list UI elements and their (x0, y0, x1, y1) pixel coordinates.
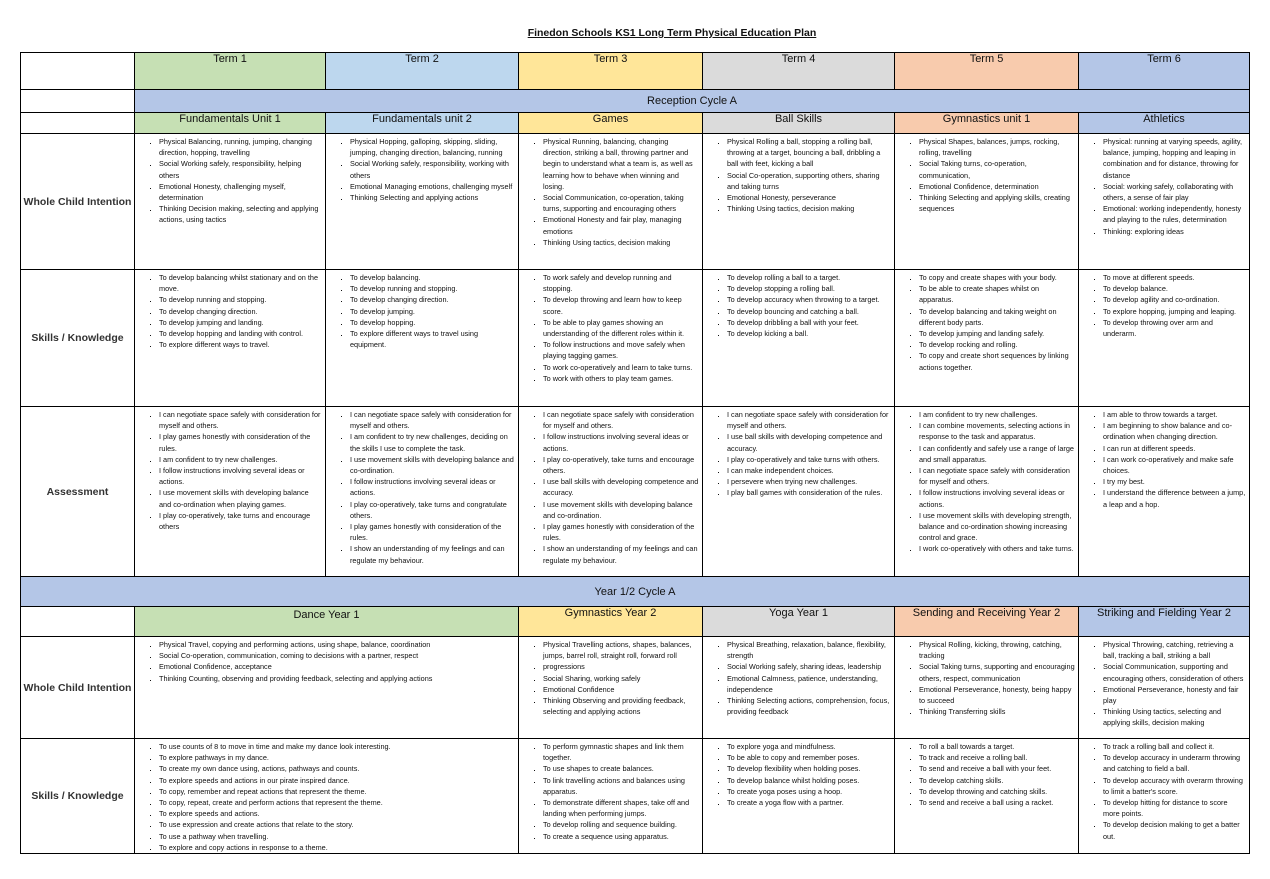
list-item: ▪ To explore different ways to travel using equipment. (350, 328, 515, 350)
list-item: ▪ Physical Throwing, catching, retrieving a ball, tracking a ball, striking a ball (1103, 639, 1246, 661)
list-item: ▪ To develop hopping. (350, 317, 515, 328)
plan-cell (895, 407, 1079, 577)
unit-header: Yoga Year 1 (703, 607, 895, 637)
list-item: ▪ I use ball skills with developing competence and accuracy. (543, 476, 699, 498)
list-item: ▪ Thinking Using tactics, decision making (727, 203, 891, 214)
list-item: ▪ I can run at different speeds. (1103, 443, 1246, 454)
unit-header: Fundamentals unit 2 (326, 113, 519, 134)
plan-cell (895, 134, 1079, 270)
bullet-list (1079, 270, 1249, 339)
list-item: ▪ To develop balance whilst holding poses. (727, 775, 891, 786)
list-item: ▪ To develop accuracy with overarm throwing to limit a batter's score. (1103, 775, 1246, 797)
unit-header: Fundamentals Unit 1 (135, 113, 326, 134)
list-item: ▪ To use expression and create actions that relate to the story. (159, 819, 515, 830)
bullet-list (326, 134, 518, 203)
list-item: ▪ I use movement skills with developing balance and co-ordination. (543, 499, 699, 521)
plan-cell (895, 637, 1079, 739)
bullet-list (1079, 134, 1249, 237)
list-item: ▪ To copy, repeat, create and perform actions that represent the theme. (159, 797, 515, 808)
list-item: ▪ To send and receive a ball using a racket. (919, 797, 1075, 808)
plan-cell (1079, 270, 1250, 407)
list-item: ▪ I play games honestly with consideration of the rules. (543, 521, 699, 543)
plan-cell (703, 134, 895, 270)
unit-header: Athletics (1079, 113, 1250, 134)
list-item: ▪ To create my own dance using, actions, pathways and counts. (159, 763, 515, 774)
plan-cell (135, 407, 326, 577)
list-item: ▪ Thinking Using tactics, decision making (543, 237, 699, 248)
list-item: ▪ To develop decision making to get a batter out. (1103, 819, 1246, 841)
list-item: ▪ I follow instructions involving several ideas or actions. (159, 465, 322, 487)
list-item: ▪ I use movement skills with developing balance and co-ordination when playing games. (159, 487, 322, 509)
bullet-list (135, 739, 518, 853)
list-item: ▪ To develop balance. (1103, 283, 1246, 294)
bullet-list (135, 134, 325, 226)
bullet-list (135, 270, 325, 350)
list-item: ▪ Thinking Selecting and applying actions (350, 192, 515, 203)
unit-header: Gymnastics unit 1 (895, 113, 1079, 134)
term-header: Term 3 (519, 53, 703, 90)
list-item: ▪ To copy and create short sequences by linking actions together. (919, 350, 1075, 372)
list-item: ▪ I use ball skills with developing competence and accuracy. (727, 431, 891, 453)
list-item: ▪ Social Co-operation, communication, coming to decisions with a partner, respect (159, 650, 515, 661)
unit-header: Sending and Receiving Year 2 (895, 607, 1079, 637)
row-label: Whole Child Intention (21, 134, 135, 270)
list-item: ▪ To develop rolling and sequence building. (543, 819, 699, 830)
list-item: ▪ To develop hitting for distance to score more points. (1103, 797, 1246, 819)
bullet-list (1079, 637, 1249, 729)
plan-cell (895, 739, 1079, 854)
list-item: ▪ To explore speeds and actions. (159, 808, 515, 819)
list-item: ▪ Social Working safely, responsibility, working with others (350, 158, 515, 180)
list-item: ▪ To develop jumping and landing safely. (919, 328, 1075, 339)
bullet-list (895, 739, 1078, 808)
list-item: ▪ To develop changing direction. (350, 294, 515, 305)
list-item: ▪ I play games honestly with consideration of the rules. (350, 521, 515, 543)
term-header: Term 6 (1079, 53, 1250, 90)
list-item: ▪ To explore and copy actions in response to a theme. (159, 842, 515, 853)
list-item: ▪ To create a sequence using apparatus. (543, 831, 699, 842)
list-item: ▪ Thinking Selecting and applying skills, creating sequences (919, 192, 1075, 214)
pe-plan-table (20, 52, 1250, 854)
list-item: ▪ I use movement skills with developing balance and co-ordination. (350, 454, 515, 476)
list-item: ▪ Physical Travelling actions, shapes, balances, jumps, barrel roll, straight roll, forward roll (543, 639, 699, 661)
list-item: ▪ To develop balancing and taking weight on different body parts. (919, 306, 1075, 328)
plan-cell (135, 637, 519, 739)
unit-header: Striking and Fielding Year 2 (1079, 607, 1250, 637)
list-item: ▪ Emotional Confidence, determination (919, 181, 1075, 192)
bullet-list (519, 739, 702, 842)
bullet-list (703, 134, 894, 214)
list-item: ▪ To develop running and stopping. (350, 283, 515, 294)
list-item: ▪ Emotional Honesty and fair play, managing emotions (543, 214, 699, 236)
list-item: ▪ To develop flexibility when holding poses. (727, 763, 891, 774)
plan-cell (703, 407, 895, 577)
list-item: ▪ To explore hopping, jumping and leaping. (1103, 306, 1246, 317)
list-item: ▪ Emotional Honesty, perseverance (727, 192, 891, 203)
row-label: Whole Child Intention (21, 637, 135, 739)
list-item: ▪ Emotional Perseverance, honesty and fair play (1103, 684, 1246, 706)
list-item: ▪ I try my best. (1103, 476, 1246, 487)
plan-cell (1079, 739, 1250, 854)
plan-cell (703, 637, 895, 739)
list-item: ▪ To develop dribbling a ball with your feet. (727, 317, 891, 328)
year12-unit-row (21, 607, 1250, 637)
list-item: ▪ I play co-operatively and take turns with others. (727, 454, 891, 465)
plan-cell (135, 739, 519, 854)
list-item: ▪ To follow instructions and move safely when playing tagging games. (543, 339, 699, 361)
list-item: ▪ I use movement skills with developing strength, balance and co-ordination showing increasing control and grace. (919, 510, 1075, 544)
list-item: ▪ I am confident to try new challenges. (159, 454, 322, 465)
plan-cell (1079, 134, 1250, 270)
list-item: ▪ To develop stopping a rolling ball. (727, 283, 891, 294)
list-item: ▪ To use a pathway when travelling. (159, 831, 515, 842)
list-item: ▪ I follow instructions involving several ideas or actions. (543, 431, 699, 453)
list-item: ▪ To develop balancing. (350, 272, 515, 283)
unit-header: Dance Year 1 (135, 607, 519, 637)
bullet-list (326, 407, 518, 566)
list-item: ▪ To perform gymnastic shapes and link them together. (543, 741, 699, 763)
list-item: ▪ To use counts of 8 to move in time and make my dance look interesting. (159, 741, 515, 752)
list-item: ▪ Thinking Selecting actions, comprehension, focus, providing feedback (727, 695, 891, 717)
bullet-list (1079, 739, 1249, 842)
plan-cell (326, 407, 519, 577)
list-item: ▪ Emotional: working independently, honesty and playing to the rules, determination (1103, 203, 1246, 225)
list-item: ▪ Emotional Perseverance, honesty, being happy to succeed (919, 684, 1075, 706)
page-title: Finedon Schools KS1 Long Term Physical Education Plan (527, 27, 817, 39)
year12-cycle-row (21, 577, 1250, 607)
list-item: ▪ To develop throwing over arm and underarm. (1103, 317, 1246, 339)
list-item: ▪ To develop accuracy in underarm throwing and catching to field a ball. (1103, 752, 1246, 774)
bullet-list (519, 270, 702, 384)
list-item: ▪ Thinking Transferring skills (919, 706, 1075, 717)
list-item: ▪ To link travelling actions and balances using apparatus. (543, 775, 699, 797)
list-item: ▪ I can combine movements, selecting actions in response to the task and apparatus. (919, 420, 1075, 442)
row-label: Skills / Knowledge (21, 739, 135, 854)
list-item: ▪ To develop kicking a ball. (727, 328, 891, 339)
plan-cell (326, 134, 519, 270)
list-item: ▪ I play co-operatively, take turns and encourage others (159, 510, 322, 532)
list-item: ▪ To explore speeds and actions in our pirate inspired dance. (159, 775, 515, 786)
year12-whole-child-row (21, 637, 1250, 739)
term-header: Term 2 (326, 53, 519, 90)
list-item: ▪ I follow instructions involving several ideas or actions. (919, 487, 1075, 509)
list-item: ▪ To explore different ways to travel. (159, 339, 322, 350)
list-item: ▪ I am confident to try new challenges. (919, 409, 1075, 420)
bullet-list (703, 637, 894, 717)
bullet-list (326, 270, 518, 350)
corner-cell (21, 53, 135, 90)
term-header: Term 5 (895, 53, 1079, 90)
list-item: ▪ I understand the difference between a jump, a leap and a hop. (1103, 487, 1246, 509)
list-item: ▪ Thinking Decision making, selecting and applying actions, using tactics (159, 203, 322, 225)
bullet-list (519, 134, 702, 248)
list-item: ▪ Emotional Calmness, patience, understanding, independence (727, 673, 891, 695)
list-item: ▪ To develop rocking and rolling. (919, 339, 1075, 350)
bullet-list (895, 407, 1078, 555)
bullet-list (703, 270, 894, 339)
bullet-list (703, 739, 894, 808)
list-item: ▪ Physical Hopping, galloping, skipping, sliding, jumping, changing direction, balancing, running (350, 136, 515, 158)
list-item: ▪ I can negotiate space safely with consideration for myself and others. (159, 409, 322, 431)
plan-cell (1079, 407, 1250, 577)
list-item: ▪ To develop balancing whilst stationary and on the move. (159, 272, 322, 294)
list-item: ▪ Social Taking turns, co-operation, communication, (919, 158, 1075, 180)
list-item: ▪ Physical Breathing, relaxation, balance, flexibility, strength (727, 639, 891, 661)
list-item: ▪ To be able to play games showing an understanding of the different roles within it. (543, 317, 699, 339)
list-item: ▪ To roll a ball towards a target. (919, 741, 1075, 752)
list-item: ▪ Emotional Confidence, acceptance (159, 661, 515, 672)
list-item: ▪ I can negotiate space safely with consideration for myself and others. (543, 409, 699, 431)
blank-cell (21, 113, 135, 134)
list-item: ▪ Thinking Counting, observing and providing feedback, selecting and applying actions (159, 673, 515, 684)
list-item: ▪ To develop agility and co-ordination. (1103, 294, 1246, 305)
list-item: ▪ To demonstrate different shapes, take off and landing when performing jumps. (543, 797, 699, 819)
list-item: ▪ Physical Running, balancing, changing direction, striking a ball, throwing partner and begin to understand what a team is, as well as learning how to behave when winning and losing. (543, 136, 699, 192)
list-item: ▪ I can negotiate space safely with consideration for myself and others. (919, 465, 1075, 487)
list-item: ▪ To develop catching skills. (919, 775, 1075, 786)
list-item: ▪ To use shapes to create balances. (543, 763, 699, 774)
term-header: Term 1 (135, 53, 326, 90)
bullet-list (703, 407, 894, 499)
list-item: ▪ Social Communication, co-operation, taking turns, supporting and encouraging others (543, 192, 699, 214)
list-item: ▪ To copy, remember and repeat actions that represent the theme. (159, 786, 515, 797)
list-item: ▪ Thinking Observing and providing feedback, selecting and applying actions (543, 695, 699, 717)
plan-cell (519, 270, 703, 407)
plan-cell (703, 270, 895, 407)
reception-whole-child-row (21, 134, 1250, 270)
list-item: ▪ To explore pathways in my dance. (159, 752, 515, 763)
list-item: ▪ To develop throwing and catching skills. (919, 786, 1075, 797)
plan-cell (135, 134, 326, 270)
bullet-list (135, 407, 325, 532)
list-item: ▪ Thinking: exploring ideas (1103, 226, 1246, 237)
list-item: ▪ I am able to throw towards a target. (1103, 409, 1246, 420)
plan-cell (519, 739, 703, 854)
list-item: ▪ To work co-operatively and learn to take turns. (543, 362, 699, 373)
list-item: ▪ To develop accuracy when throwing to a target. (727, 294, 891, 305)
list-item: ▪ To explore yoga and mindfulness. (727, 741, 891, 752)
plan-cell (519, 407, 703, 577)
list-item: ▪ To be able to copy and remember poses. (727, 752, 891, 763)
list-item: ▪ To develop bouncing and catching a ball. (727, 306, 891, 317)
row-label: Skills / Knowledge (21, 270, 135, 407)
reception-unit-row (21, 113, 1250, 134)
list-item: ▪ I work co-operatively with others and take turns. (919, 543, 1075, 554)
list-item: ▪ To create yoga poses using a hoop. (727, 786, 891, 797)
cycle-label: Reception Cycle A (135, 90, 1250, 113)
bullet-list (135, 637, 518, 684)
list-item: ▪ To be able to create shapes whilst on apparatus. (919, 283, 1075, 305)
list-item: ▪ To develop rolling a ball to a target. (727, 272, 891, 283)
list-item: ▪ I can make independent choices. (727, 465, 891, 476)
bullet-list (895, 270, 1078, 373)
list-item: ▪ I play games honestly with consideration of the rules. (159, 431, 322, 453)
list-item: ▪ Physical Rolling a ball, stopping a rolling ball, throwing at a target, bouncing a ball, dribbling a ball with feet, kicking a ball (727, 136, 891, 170)
list-item: ▪ Physical Balancing, running, jumping, changing direction, hopping, travelling (159, 136, 322, 158)
list-item: ▪ I play co-operatively, take turns and encourage others. (543, 454, 699, 476)
plan-cell (326, 270, 519, 407)
blank-cell (21, 607, 135, 637)
list-item: ▪ Physical: running at varying speeds, agility, balance, jumping, hopping and leaping in combination and for distance, throwing for distance (1103, 136, 1246, 181)
unit-header: Ball Skills (703, 113, 895, 134)
bullet-list (895, 637, 1078, 717)
plan-cell (519, 637, 703, 739)
list-item: ▪ I play ball games with consideration of the rules. (727, 487, 891, 498)
list-item: ▪ I persevere when trying new challenges. (727, 476, 891, 487)
list-item: ▪ To move at different speeds. (1103, 272, 1246, 283)
reception-skills-row (21, 270, 1250, 407)
plan-cell (1079, 637, 1250, 739)
list-item: ▪ Social Taking turns, supporting and encouraging others, respect, communication (919, 661, 1075, 683)
list-item: ▪ Social Sharing, working safely (543, 673, 699, 684)
list-item: ▪ To track a rolling ball and collect it. (1103, 741, 1246, 752)
list-item: ▪ Social Working safely, sharing ideas, leadership (727, 661, 891, 672)
list-item: ▪ I play co-operatively, take turns and congratulate others. (350, 499, 515, 521)
list-item: ▪ To work with others to play team games. (543, 373, 699, 384)
term-header: Term 4 (703, 53, 895, 90)
list-item: ▪ Social Co-operation, supporting others, sharing and taking turns (727, 170, 891, 192)
list-item: ▪ To send and receive a ball with your feet. (919, 763, 1075, 774)
list-item: ▪ I am confident to try new challenges, deciding on the skills I use to complete the task. (350, 431, 515, 453)
list-item: ▪ I can negotiate space safely with consideration for myself and others. (727, 409, 891, 431)
list-item: ▪ Social: working safely, collaborating with others, a sense of fair play (1103, 181, 1246, 203)
list-item: ▪ To develop throwing and learn how to keep score. (543, 294, 699, 316)
plan-cell (703, 739, 895, 854)
list-item: ▪ To create a yoga flow with a partner. (727, 797, 891, 808)
list-item: ▪ To track and receive a rolling ball. (919, 752, 1075, 763)
list-item: ▪ To develop jumping and landing. (159, 317, 322, 328)
plan-cell (135, 270, 326, 407)
bullet-list (519, 407, 702, 566)
unit-header: Games (519, 113, 703, 134)
list-item: ▪ To copy and create shapes with your body. (919, 272, 1075, 283)
term-header-row (21, 53, 1250, 90)
bullet-list (519, 637, 702, 717)
plan-cell (895, 270, 1079, 407)
list-item: ▪ Physical Travel, copying and performing actions, using shape, balance, coordination (159, 639, 515, 650)
list-item: ▪ I show an understanding of my feelings and can regulate my behaviour. (543, 543, 699, 565)
list-item: ▪ To develop jumping. (350, 306, 515, 317)
year12-skills-row (21, 739, 1250, 854)
list-item: ▪ I can work co-operatively and make safe choices. (1103, 454, 1246, 476)
bullet-list (895, 134, 1078, 214)
list-item: ▪ I can negotiate space safely with consideration for myself and others. (350, 409, 515, 431)
list-item: ▪ I am beginning to show balance and co-ordination when changing direction. (1103, 420, 1246, 442)
cycle-label: Year 1/2 Cycle A (21, 577, 1250, 607)
list-item: ▪ Social Working safely, responsibility, helping others (159, 158, 322, 180)
reception-assessment-row (21, 407, 1250, 577)
row-label: Assessment (21, 407, 135, 577)
list-item: ▪ I follow instructions involving several ideas or actions. (350, 476, 515, 498)
list-item: ▪ To develop running and stopping. (159, 294, 322, 305)
list-item: ▪ Emotional Honesty, challenging myself, determination (159, 181, 322, 203)
list-item: ▪ progressions (543, 661, 699, 672)
unit-header: Gymnastics Year 2 (519, 607, 703, 637)
list-item: ▪ I show an understanding of my feelings and can regulate my behaviour. (350, 543, 515, 565)
list-item: ▪ Emotional Confidence (543, 684, 699, 695)
list-item: ▪ To work safely and develop running and stopping. (543, 272, 699, 294)
list-item: ▪ Physical Shapes, balances, jumps, rocking, rolling, travelling (919, 136, 1075, 158)
list-item: ▪ Physical Rolling, kicking, throwing, catching, tracking (919, 639, 1075, 661)
plan-cell (519, 134, 703, 270)
blank-cell (21, 90, 135, 113)
list-item: ▪ Social Communication, supporting and encouraging others, consideration of others (1103, 661, 1246, 683)
bullet-list (1079, 407, 1249, 510)
list-item: ▪ Thinking Using tactics, selecting and applying skills, decision making (1103, 706, 1246, 728)
list-item: ▪ Emotional Managing emotions, challenging myself (350, 181, 515, 192)
list-item: ▪ To develop hopping and landing with control. (159, 328, 322, 339)
reception-cycle-row (21, 90, 1250, 113)
list-item: ▪ I can confidently and safely use a range of large and small apparatus. (919, 443, 1075, 465)
list-item: ▪ To develop changing direction. (159, 306, 322, 317)
